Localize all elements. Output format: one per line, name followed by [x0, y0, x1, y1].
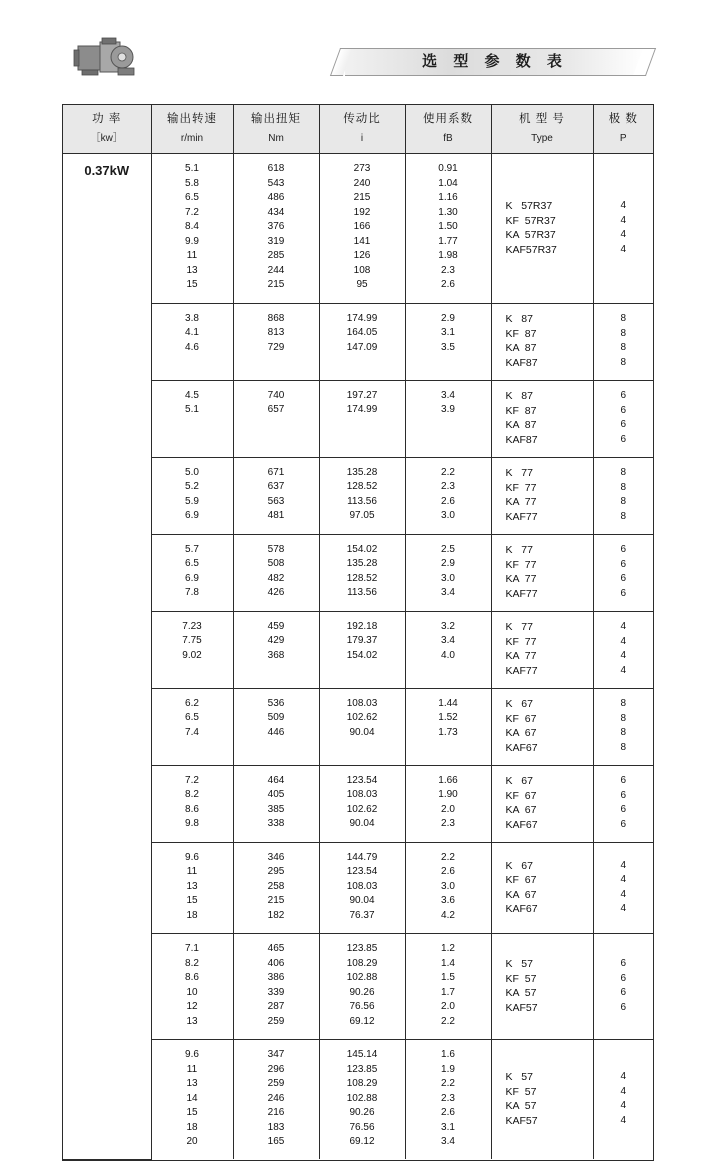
- output-torque-cell: 671 637 563 481: [233, 457, 319, 534]
- col-header-poles-unit: P: [619, 133, 627, 145]
- page-header: [0, 22, 715, 86]
- col-header-ratio: [319, 105, 405, 154]
- table-row: [63, 765, 653, 842]
- poles-cell: 8 8 8 8: [593, 457, 653, 534]
- type-cell: K 77 KF 77 KA 77 KAF77: [491, 611, 593, 688]
- poles-cell: 6 6 6 6: [593, 534, 653, 611]
- col-header-type-cn: 机 型 号: [519, 113, 565, 125]
- table-row: [63, 1040, 653, 1160]
- output-speed-cell: 7.2 8.2 8.6 9.8: [151, 765, 233, 842]
- output-torque-cell: 578 508 482 426: [233, 534, 319, 611]
- col-header-type: [491, 105, 593, 154]
- ratio-cell: 123.54 108.03 102.62 90.04: [319, 765, 405, 842]
- col-header-type-unit: Type: [531, 133, 553, 145]
- output-torque-cell: 618 543 486 434 376 319 285 244 215: [233, 154, 319, 304]
- output-torque-cell: 536 509 446: [233, 688, 319, 765]
- poles-cell: 8 8 8 8: [593, 688, 653, 765]
- ratio-cell: 144.79 123.54 108.03 90.04 76.37: [319, 842, 405, 934]
- service-factor-cell: 1.44 1.52 1.73: [405, 688, 491, 765]
- col-header-poles-cn: 极 数: [608, 113, 638, 125]
- type-cell: K 57R37 KF 57R37 KA 57R37 KAF57R37: [491, 154, 593, 304]
- type-cell: K 87 KF 87 KA 87 KAF87: [491, 380, 593, 457]
- col-header-power: [63, 105, 151, 154]
- poles-cell: 8 8 8 8: [593, 303, 653, 380]
- service-factor-cell: 2.2 2.3 2.6 3.0: [405, 457, 491, 534]
- output-torque-cell: 465 406 386 339 287 259: [233, 934, 319, 1040]
- type-cell: K 77 KF 77 KA 77 KAF77: [491, 534, 593, 611]
- ratio-cell: 174.99 164.05 147.09: [319, 303, 405, 380]
- service-factor-cell: 2.9 3.1 3.5: [405, 303, 491, 380]
- output-torque-cell: 464 405 385 338: [233, 765, 319, 842]
- col-header-ratio-unit: i: [360, 133, 364, 145]
- table-row: [63, 688, 653, 765]
- type-cell: K 67 KF 67 KA 67 KAF67: [491, 765, 593, 842]
- service-factor-cell: 1.6 1.9 2.2 2.3 2.6 3.1 3.4: [405, 1040, 491, 1160]
- poles-cell: 6 6 6 6: [593, 380, 653, 457]
- spec-table-body: [63, 154, 653, 1160]
- type-cell: K 67 KF 67 KA 67 KAF67: [491, 842, 593, 934]
- ratio-cell: 135.28 128.52 113.56 97.05: [319, 457, 405, 534]
- service-factor-cell: 3.2 3.4 4.0: [405, 611, 491, 688]
- ratio-cell: 108.03 102.62 90.04: [319, 688, 405, 765]
- col-header-torque-cn: 输出扭矩: [251, 113, 301, 125]
- spec-table-wrap: [62, 104, 654, 1161]
- col-header-torque: [233, 105, 319, 154]
- table-header-row: [63, 105, 653, 154]
- ratio-cell: 273 240 215 192 166 141 126 108 95: [319, 154, 405, 304]
- col-header-speed: [151, 105, 233, 154]
- ratio-cell: 123.85 108.29 102.88 90.26 76.56 69.12: [319, 934, 405, 1040]
- col-header-poles: [593, 105, 653, 154]
- col-header-torque-unit: Nm: [268, 133, 284, 145]
- output-speed-cell: 5.0 5.2 5.9 6.9: [151, 457, 233, 534]
- service-factor-cell: 2.2 2.6 3.0 3.6 4.2: [405, 842, 491, 934]
- output-speed-cell: 7.23 7.75 9.02: [151, 611, 233, 688]
- page-title: 选 型 参 数 表: [422, 53, 568, 70]
- spec-table: [63, 105, 653, 1160]
- col-header-service-factor: [405, 105, 491, 154]
- gear-motor-icon: [72, 36, 138, 80]
- output-speed-cell: 7.1 8.2 8.6 10 12 13: [151, 934, 233, 1040]
- output-torque-cell: 740 657: [233, 380, 319, 457]
- service-factor-cell: 2.5 2.9 3.0 3.4: [405, 534, 491, 611]
- type-cell: K 57 KF 57 KA 57 KAF57: [491, 1040, 593, 1160]
- table-row: [63, 154, 653, 304]
- poles-cell: 6 6 6 6: [593, 765, 653, 842]
- output-torque-cell: 459 429 368: [233, 611, 319, 688]
- table-row: [63, 380, 653, 457]
- output-torque-cell: 346 295 258 215 182: [233, 842, 319, 934]
- type-cell: K 87 KF 87 KA 87 KAF87: [491, 303, 593, 380]
- poles-cell: 4 4 4 4: [593, 611, 653, 688]
- col-header-power-unit: ［kw］: [90, 133, 123, 145]
- type-cell: K 57 KF 57 KA 57 KAF57: [491, 934, 593, 1040]
- output-speed-cell: 3.8 4.1 4.6: [151, 303, 233, 380]
- ratio-cell: 154.02 135.28 128.52 113.56: [319, 534, 405, 611]
- poles-cell: 4 4 4 4: [620, 1071, 627, 1126]
- ratio-cell: 145.14 123.85 108.29 102.88 90.26 76.56 69.12: [319, 1040, 405, 1160]
- poles-cell: 6 6 6 6: [593, 934, 653, 1040]
- output-torque-cell: 347 296 259 246 216 183 165: [233, 1040, 319, 1160]
- poles-cell: 4 4 4 4: [593, 842, 653, 934]
- output-speed-cell: 9.6 11 13 14 15 18 20: [151, 1040, 233, 1160]
- table-row: [63, 934, 653, 1040]
- service-factor-cell: 0.91 1.04 1.16 1.30 1.50 1.77 1.98 2.3 2.6: [405, 154, 491, 304]
- poles-cell: 4 4 4 4: [593, 154, 653, 304]
- table-row: [63, 303, 653, 380]
- col-header-service-factor-unit: fB: [443, 133, 453, 145]
- output-speed-cell: 9.6 11 13 15 18: [151, 842, 233, 934]
- output-speed-cell: 5.7 6.5 6.9 7.8: [151, 534, 233, 611]
- col-header-speed-cn: 输出转速: [167, 113, 217, 125]
- type-cell: K 67 KF 67 KA 67 KAF67: [491, 688, 593, 765]
- output-speed-cell: 5.1 5.8 6.5 7.2 8.4 9.9 11 13 15: [151, 154, 233, 304]
- ratio-cell: 197.27 174.99: [319, 380, 405, 457]
- table-row: [63, 534, 653, 611]
- col-header-service-factor-cn: 使用系数: [423, 113, 473, 125]
- service-factor-cell: 3.4 3.9: [405, 380, 491, 457]
- output-speed-cell: 4.5 5.1: [151, 380, 233, 457]
- output-torque-cell: 868 813 729: [233, 303, 319, 380]
- col-header-ratio-cn: 传动比: [343, 113, 381, 125]
- ratio-cell: 192.18 179.37 154.02: [319, 611, 405, 688]
- table-row: [63, 457, 653, 534]
- type-cell: K 77 KF 77 KA 77 KAF77: [491, 457, 593, 534]
- table-row: [63, 842, 653, 934]
- col-header-speed-unit: r/min: [180, 133, 204, 145]
- col-header-power-cn: 功 率: [92, 113, 122, 125]
- table-row: [63, 611, 653, 688]
- power-rating-cell: 0.37kW: [63, 154, 151, 1160]
- output-speed-cell: 6.2 6.5 7.4: [151, 688, 233, 765]
- service-factor-cell: 1.66 1.90 2.0 2.3: [405, 765, 491, 842]
- service-factor-cell: 1.2 1.4 1.5 1.7 2.0 2.2: [405, 934, 491, 1040]
